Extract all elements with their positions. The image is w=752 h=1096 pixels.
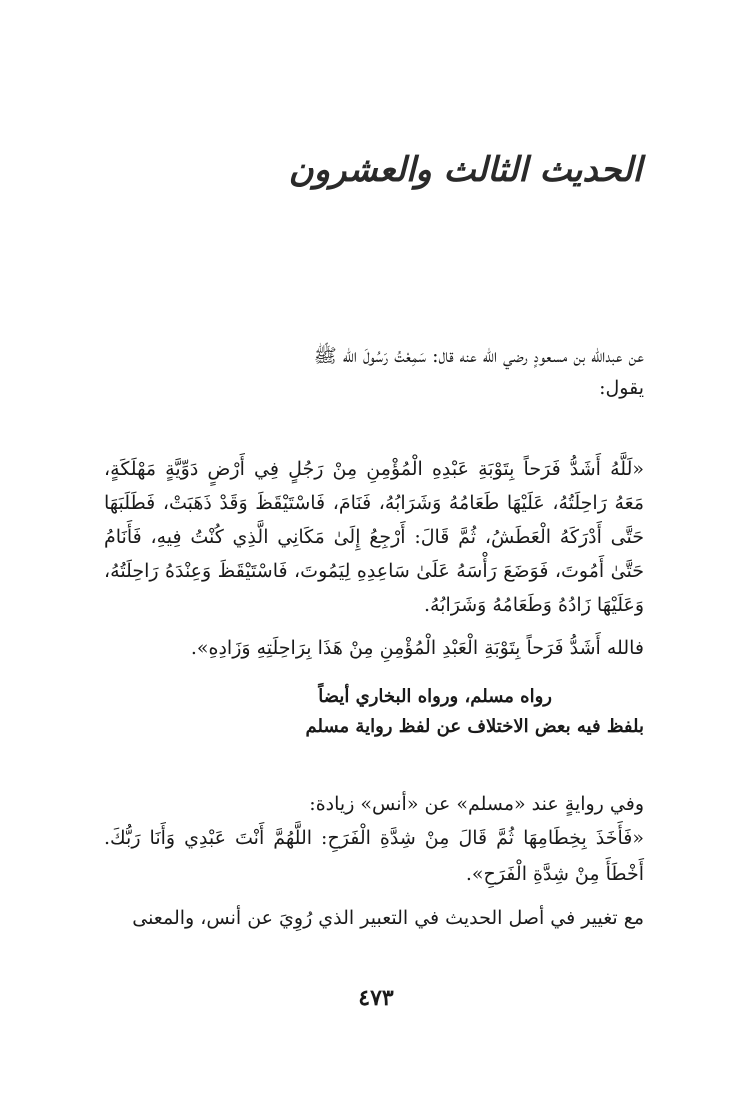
page-title: الحديث الثالث والعشرون: [288, 150, 642, 190]
intro-paragraph: [104, 340, 644, 404]
reference-line-1: رواه مسلم، ورواه البخاري أيضاً: [318, 686, 552, 707]
continuation-line: مع تغيير في أصل الحديث في التعبير الذي رُوِيَ عن أنس، والمعنى: [132, 907, 644, 929]
variant-intro: وفي روايةٍ عند «مسلم» عن «أنس» زيادة:: [309, 793, 644, 815]
page-number: ٤٧٣: [358, 985, 394, 1011]
variant-text: «فَأَخَذَ بِخِطَامِهَا ثُمَّ قَالَ مِنْ شِدَّةِ الْفَرَحِ: اللَّهُمَّ أَنْتَ عَبْدِي وَأَنَا رَبُّكَ. أَخْطَأَ مِنْ شِدَّةِ الْفَرَحِ».: [104, 827, 644, 885]
intro-line-2: يقول:: [599, 377, 644, 399]
intro-line-1: عن عبدالله بن مسعودٍ رضي الله عنه قال: سَمِعْتُ رَسُولَ الله ﷺ: [313, 345, 644, 367]
hadith-closing: فالله أَشَدُّ فَرَحاً بِتَوْبَةِ الْعَبْدِ الْمُؤْمِنِ مِنْ هَذَا بِرَاحِلَتِهِ وَزَادِهِ».: [190, 637, 644, 659]
reference-line-2: بلفظ فيه بعض الاختلاف عن لفظ رواية مسلم: [305, 716, 644, 737]
hadith-text: «لَلَّهُ أَشَدُّ فَرَحاً بِتَوْبَةِ عَبْدِهِ الْمُؤْمِنِ مِنْ رَجُلٍ فِي أَرْضٍ دَوِّيَّةٍ مَهْلَكَةٍ، مَعَهُ رَاحِلَتُهُ، عَلَيْهَا طَعَامُهُ وَشَرَابُهُ، فَنَامَ، فَاسْتَيْقَظَ وَقَدْ ذَهَبَتْ، فَطَلَبَهَا حَتَّى أَدْرَكَهُ الْعَطَشُ، ثُمَّ قَالَ: أَرْجِعُ إِلَىٰ مَكَانِي الَّذِي كُنْتُ فِيهِ، فَأَنَامُ حَتَّىٰ أَمُوتَ، فَوَضَعَ رَأْسَهُ عَلَىٰ سَاعِدِهِ لِيَمُوتَ، فَاسْتَيْقَظَ وَعِنْدَهُ رَاحِلَتُهُ، وَعَلَيْهَا زَادُهُ وَطَعَامُهُ وَشَرَابُهُ.: [104, 458, 644, 616]
